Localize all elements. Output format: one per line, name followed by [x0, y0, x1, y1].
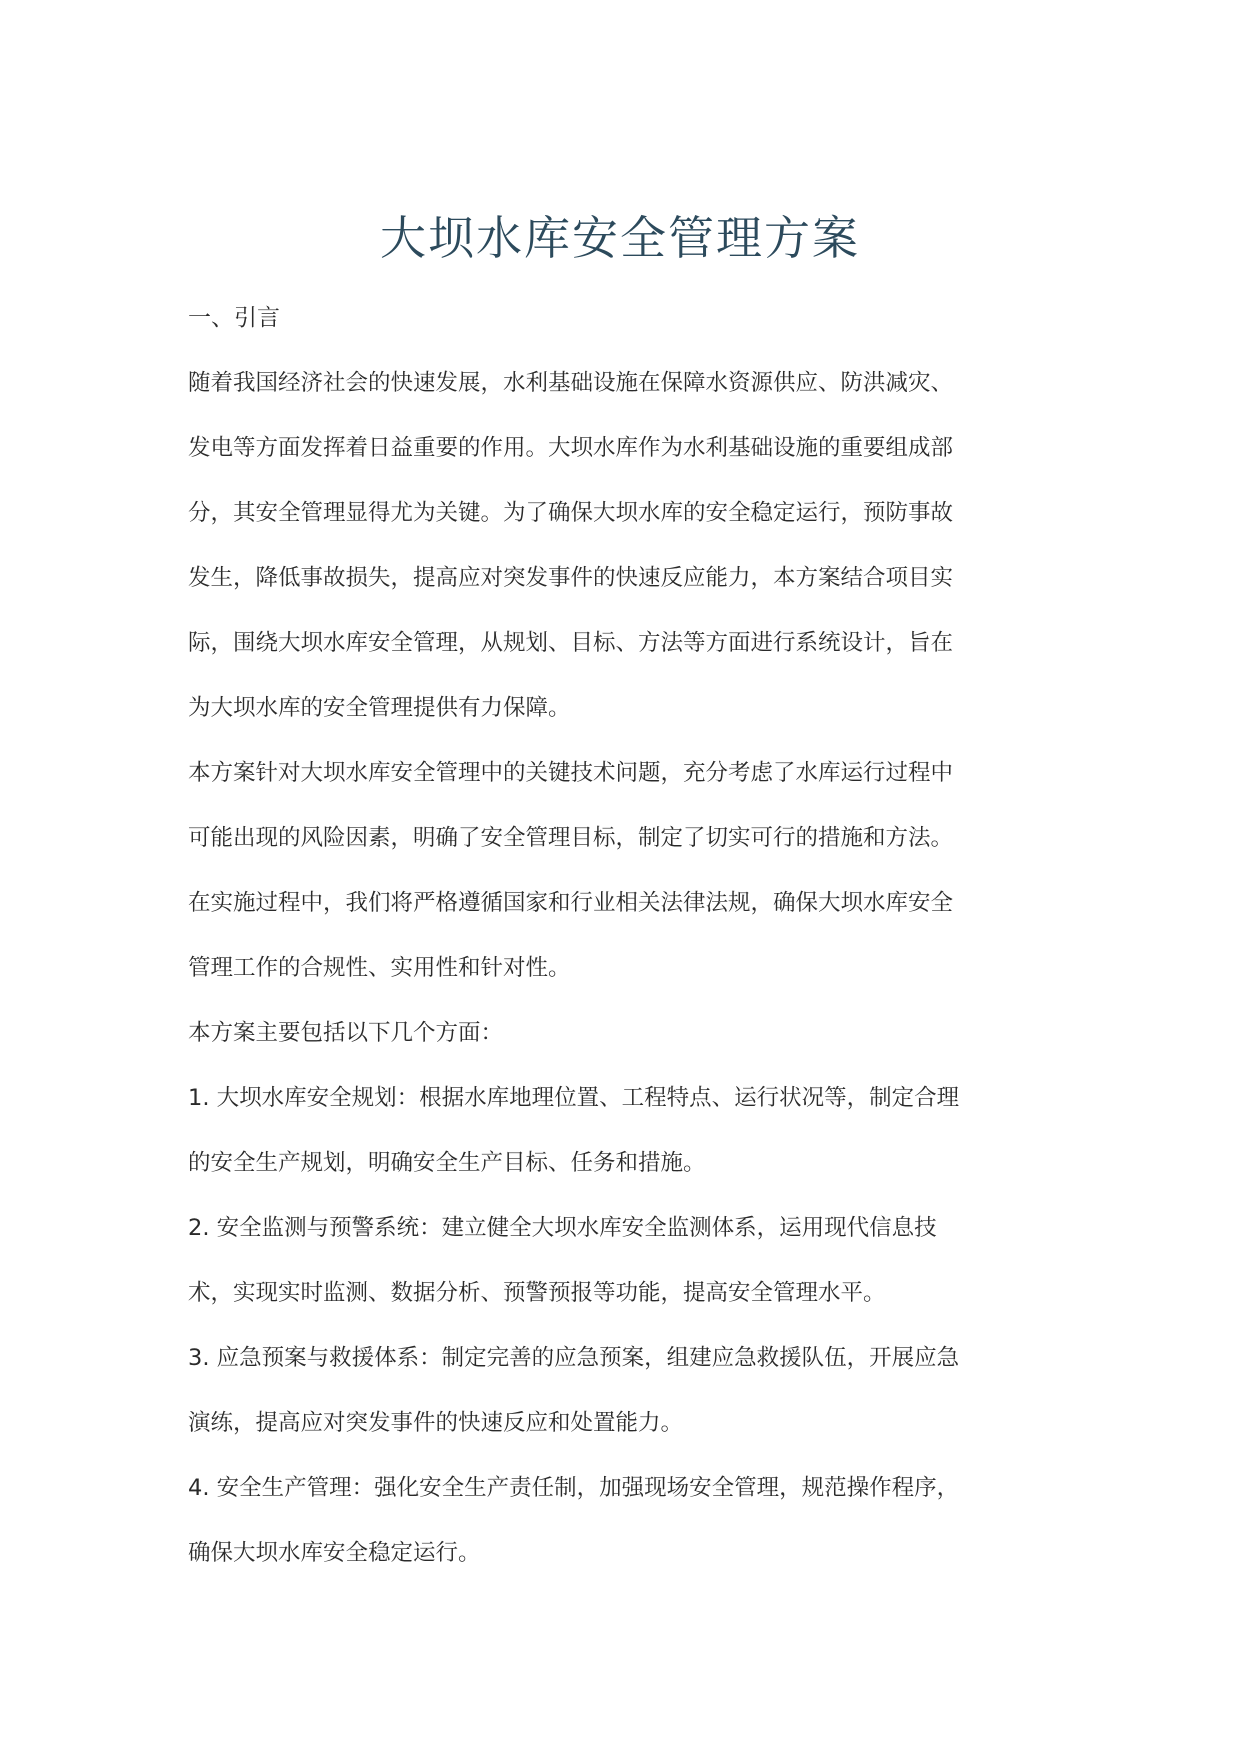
section-heading: 一、引言: [188, 305, 280, 331]
document-title: 大坝水库安全管理方案: [380, 211, 860, 265]
text-line: 本方案主要包括以下几个方面：: [188, 1020, 504, 1046]
text-line: 为大坝水库的安全管理提供有力保障。: [188, 695, 571, 721]
text-line: 管理工作的合规性、实用性和针对性。: [188, 955, 571, 981]
text-line: 发生，降低事故损失，提高应对突发事件的快速反应能力，本方案结合项目实: [188, 565, 954, 591]
text-line: 的安全生产规划，明确安全生产目标、任务和措施。: [188, 1150, 706, 1176]
list-item-2: [188, 1196, 1068, 1326]
text-line: 1. 大坝水库安全规划：根据水库地理位置、工程特点、运行状况等，制定合理: [188, 1085, 960, 1111]
text-line: 发电等方面发挥着日益重要的作用。大坝水库作为水利基础设施的重要组成部: [188, 435, 954, 461]
paragraph-scope: [188, 741, 1068, 1001]
list-item-1: [188, 1066, 1068, 1196]
text-line: 可能出现的风险因素，明确了安全管理目标，制定了切实可行的措施和方法。: [188, 825, 954, 851]
document-body: [188, 305, 1068, 1586]
paragraph-intro: [188, 351, 1068, 741]
text-line: 本方案针对大坝水库安全管理中的关键技术问题，充分考虑了水库运行过程中: [188, 760, 954, 786]
text-line: 2. 安全监测与预警系统：建立健全大坝水库安全监测体系，运用现代信息技: [188, 1215, 937, 1241]
list-item-4: [188, 1456, 1068, 1586]
text-line: 术，实现实时监测、数据分析、预警预报等功能，提高安全管理水平。: [188, 1280, 886, 1306]
list-item-3: [188, 1326, 1068, 1456]
text-line: 确保大坝水库安全稳定运行。: [188, 1540, 481, 1566]
paragraph-list-intro: [188, 1001, 1068, 1066]
text-line: 在实施过程中，我们将严格遵循国家和行业相关法律法规，确保大坝水库安全: [188, 890, 954, 916]
text-line: 分，其安全管理显得尤为关键。为了确保大坝水库的安全稳定运行，预防事故: [188, 500, 954, 526]
text-line: 演练，提高应对突发事件的快速反应和处置能力。: [188, 1410, 684, 1436]
text-line: 随着我国经济社会的快速发展，水利基础设施在保障水资源供应、防洪减灾、: [188, 370, 954, 396]
text-line: 3. 应急预案与救援体系：制定完善的应急预案，组建应急救援队伍，开展应急: [188, 1345, 960, 1371]
text-line: 际，围绕大坝水库安全管理，从规划、目标、方法等方面进行系统设计，旨在: [188, 630, 954, 656]
text-line: 4. 安全生产管理：强化安全生产责任制，加强现场安全管理，规范操作程序，: [188, 1475, 960, 1501]
